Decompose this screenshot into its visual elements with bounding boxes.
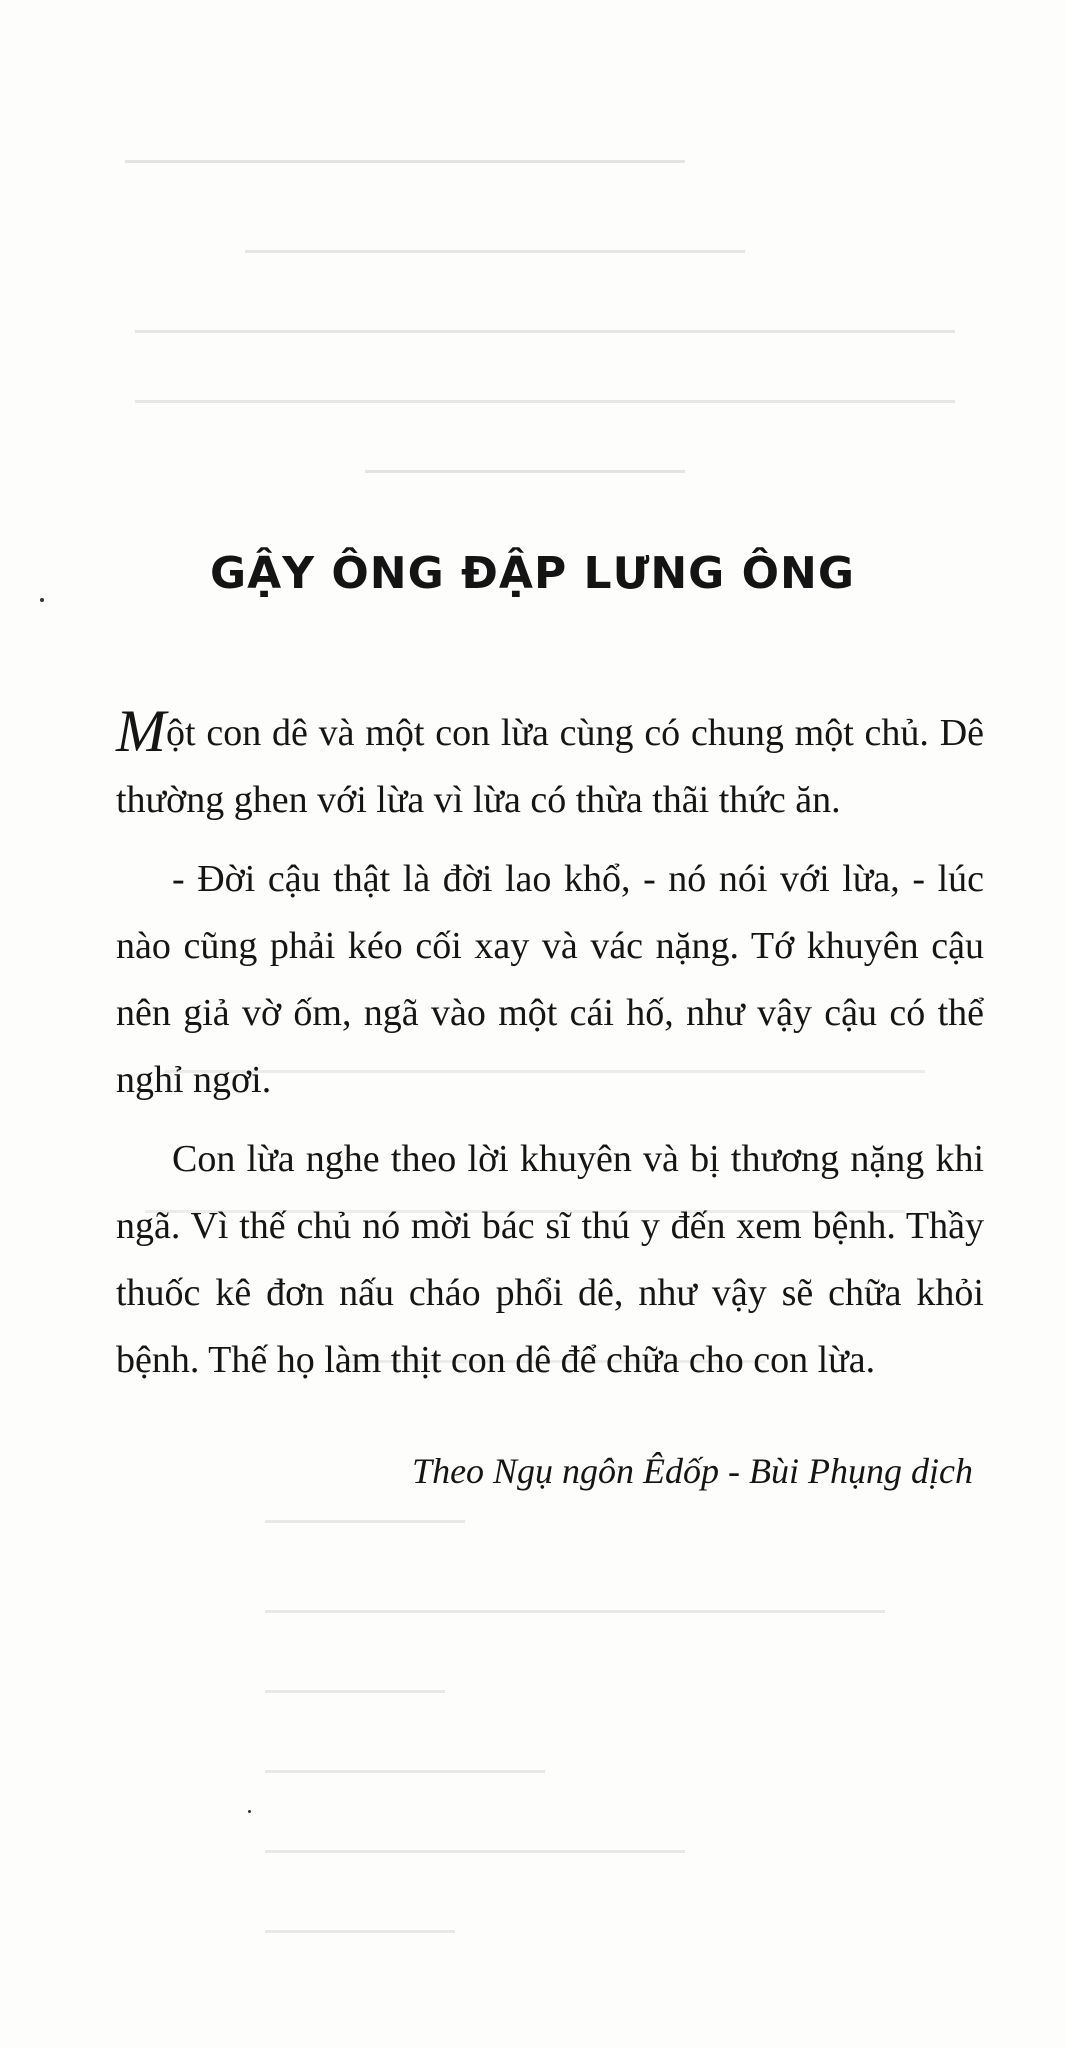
story-body	[116, 700, 984, 1406]
ink-speck	[248, 1810, 251, 1813]
story-title: GẬY ÔNG ĐẬP LƯNG ÔNG	[210, 548, 855, 599]
drop-cap: M	[116, 698, 166, 764]
paragraph-3: Con lừa nghe theo lời khuyên và bị thương nặng khi ngã. Vì thế chủ nó mời bác sĩ thú y đến xem bệnh. Thầy thuốc kê đơn nấu cháo phổi dê, như vậy sẽ chữa khỏi bệnh. Thế họ làm thịt con dê để chữa cho con lừa.	[116, 1138, 984, 1381]
paragraph-2: - Đời cậu thật là đời lao khổ, - nó nói với lừa, - lúc nào cũng phải kéo cối xay và vác nặng. Tớ khuyên cậu nên giả vờ ốm, ngã vào một cái hố, như vậy cậu có thể nghỉ ngơi.	[116, 858, 984, 1101]
paragraph-text: ột con dê và một con lừa cùng có chung một chủ. Dê thường ghen với lừa vì lừa có thừa thãi thức ăn.	[116, 712, 984, 821]
paragraph-1	[116, 700, 984, 834]
attribution: Theo Ngụ ngôn Êdốp - Bùi Phụng dịch	[412, 1451, 973, 1491]
